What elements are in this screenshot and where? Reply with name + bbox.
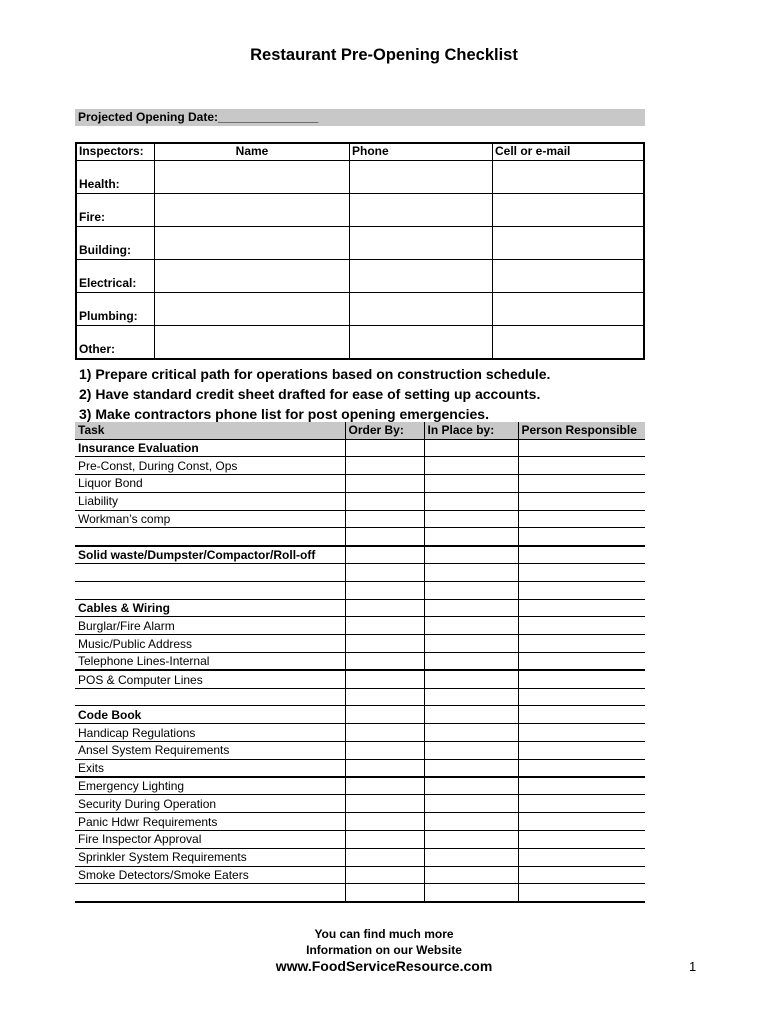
task-entry-field[interactable] [345,706,424,724]
task-label [75,564,345,582]
task-entry-field[interactable] [518,528,645,546]
inspectors-header-row [76,143,644,161]
task-label: Solid waste/Dumpster/Compactor/Roll-off [75,546,345,564]
task-label: Smoke Detectors/Smoke Eaters [75,866,345,884]
task-entry-field[interactable] [424,653,518,671]
task-label: Insurance Evaluation [75,439,345,457]
task-entry-field[interactable] [345,848,424,866]
inspector-entry-field[interactable] [155,161,350,194]
task-entry-field[interactable] [518,599,645,617]
inspector-label: Other: [76,326,155,360]
inspector-row [76,260,644,293]
task-entry-field[interactable] [345,599,424,617]
task-entry-field[interactable] [424,813,518,831]
inspectors-header-cell: Name [155,143,350,161]
task-label: POS & Computer Lines [75,670,345,688]
task-entry-field[interactable] [424,546,518,564]
task-row [75,742,645,760]
task-entry-field[interactable] [424,457,518,475]
task-label [75,884,345,902]
page-number: 1 [689,959,697,974]
inspector-entry-field[interactable] [493,326,645,360]
task-entry-field[interactable] [424,528,518,546]
footer-line-1: You can find much more [314,927,454,941]
tasks-header-cell: Task [75,422,345,439]
inspectors-header-cell: Cell or e-mail [493,143,645,161]
task-entry-field[interactable] [345,439,424,457]
task-label: Code Book [75,706,345,724]
task-label: Workman’s comp [75,510,345,528]
task-entry-field[interactable] [345,795,424,813]
task-label: Emergency Lighting [75,777,345,795]
inspector-entry-field[interactable] [493,293,645,326]
task-label [75,528,345,546]
task-entry-field[interactable] [345,777,424,795]
task-row [75,457,645,475]
task-entry-field[interactable] [345,670,424,688]
note-item: 3) Make contractors phone list for post opening emergencies. [79,406,489,422]
task-row [75,777,645,795]
tasks-header-cell: Person Responsible [518,422,645,439]
inspector-row [76,293,644,326]
task-row [75,564,645,582]
task-label: Music/Public Address [75,635,345,653]
task-entry-field[interactable] [518,510,645,528]
notes-list [79,364,550,424]
task-label: Telephone Lines-Internal [75,653,345,671]
inspector-entry-field[interactable] [493,194,645,227]
inspector-entry-field[interactable] [155,227,350,260]
task-entry-field[interactable] [424,635,518,653]
task-entry-field[interactable] [518,848,645,866]
task-row [75,617,645,635]
task-entry-field[interactable] [424,795,518,813]
task-entry-field[interactable] [345,635,424,653]
task-entry-field[interactable] [518,617,645,635]
task-entry-field[interactable] [518,866,645,884]
task-entry-field[interactable] [424,475,518,493]
projected-opening-date: Projected Opening Date:_______________ [75,109,645,126]
inspector-label: Health: [76,161,155,194]
task-entry-field[interactable] [345,581,424,599]
footer-text [0,926,768,958]
inspectors-header-cell: Inspectors: [76,143,155,161]
inspector-entry-field[interactable] [493,227,645,260]
task-entry-field[interactable] [424,706,518,724]
task-label [75,581,345,599]
task-row [75,706,645,724]
task-entry-field[interactable] [518,688,645,706]
task-label: Liquor Bond [75,475,345,493]
task-entry-field[interactable] [518,457,645,475]
task-row [75,653,645,671]
task-entry-field[interactable] [518,475,645,493]
task-entry-field[interactable] [345,653,424,671]
task-row [75,795,645,813]
task-entry-field[interactable] [345,510,424,528]
task-entry-field[interactable] [518,670,645,688]
task-entry-field[interactable] [424,439,518,457]
task-entry-field[interactable] [518,742,645,760]
task-label: Fire Inspector Approval [75,831,345,849]
task-entry-field[interactable] [345,475,424,493]
task-entry-field[interactable] [345,457,424,475]
inspectors-header-cell: Phone [350,143,493,161]
task-entry-field[interactable] [518,777,645,795]
task-row [75,439,645,457]
task-label [75,688,345,706]
page-title: Restaurant Pre-Opening Checklist [250,46,518,64]
task-entry-field[interactable] [424,884,518,902]
task-entry-field[interactable] [345,528,424,546]
inspector-row [76,194,644,227]
task-entry-field[interactable] [424,564,518,582]
inspector-row [76,326,644,360]
task-entry-field[interactable] [518,795,645,813]
inspector-label: Electrical: [76,260,155,293]
task-entry-field[interactable] [345,884,424,902]
website-link[interactable]: www.FoodServiceResource.com [275,958,493,974]
task-label: Cables & Wiring [75,599,345,617]
task-row [75,866,645,884]
inspector-row [76,161,644,194]
task-entry-field[interactable] [424,599,518,617]
inspector-entry-field[interactable] [155,326,350,360]
inspector-entry-field[interactable] [350,161,493,194]
task-row [75,831,645,849]
task-label: Liability [75,492,345,510]
task-entry-field[interactable] [345,492,424,510]
inspector-entry-field[interactable] [350,326,493,360]
task-entry-field[interactable] [424,688,518,706]
task-entry-field[interactable] [424,848,518,866]
task-entry-field[interactable] [345,617,424,635]
task-row [75,635,645,653]
task-entry-field[interactable] [424,510,518,528]
task-entry-field[interactable] [424,581,518,599]
inspector-entry-field[interactable] [155,293,350,326]
inspector-entry-field[interactable] [493,260,645,293]
task-entry-field[interactable] [518,724,645,742]
task-entry-field[interactable] [518,706,645,724]
task-entry-field[interactable] [424,831,518,849]
task-entry-field[interactable] [424,742,518,760]
inspector-entry-field[interactable] [155,260,350,293]
tasks-table [75,422,645,903]
task-entry-field[interactable] [345,564,424,582]
task-entry-field[interactable] [345,866,424,884]
task-entry-field[interactable] [345,813,424,831]
task-label: Ansel System Requirements [75,742,345,760]
task-entry-field[interactable] [424,724,518,742]
task-row [75,688,645,706]
task-entry-field[interactable] [424,777,518,795]
task-row [75,492,645,510]
task-entry-field[interactable] [345,742,424,760]
inspector-entry-field[interactable] [350,227,493,260]
tasks-header-cell: In Place by: [424,422,518,439]
task-row [75,475,645,493]
task-label: Burglar/Fire Alarm [75,617,345,635]
inspectors-table [75,142,645,360]
task-label: Security During Operation [75,795,345,813]
task-entry-field[interactable] [424,866,518,884]
task-row [75,724,645,742]
task-entry-field[interactable] [518,813,645,831]
inspector-label: Fire: [76,194,155,227]
task-label: Pre-Const, During Const, Ops [75,457,345,475]
inspector-label: Plumbing: [76,293,155,326]
note-item: 2) Have standard credit sheet drafted for ease of setting up accounts. [79,386,541,402]
task-label: Exits [75,759,345,777]
task-entry-field[interactable] [518,492,645,510]
inspector-entry-field[interactable] [350,293,493,326]
tasks-header-cell: Order By: [345,422,424,439]
task-entry-field[interactable] [518,653,645,671]
task-row [75,528,645,546]
task-entry-field[interactable] [518,831,645,849]
task-row [75,813,645,831]
footer-line-2: Information on our Website [306,943,462,957]
task-entry-field[interactable] [518,439,645,457]
task-row [75,884,645,902]
inspector-row [76,227,644,260]
task-entry-field[interactable] [518,564,645,582]
task-entry-field[interactable] [518,759,645,777]
task-label: Sprinkler System Requirements [75,848,345,866]
task-row [75,759,645,777]
task-entry-field[interactable] [424,617,518,635]
task-entry-field[interactable] [424,492,518,510]
task-entry-field[interactable] [518,635,645,653]
task-row [75,546,645,564]
task-entry-field[interactable] [518,546,645,564]
task-entry-field[interactable] [345,724,424,742]
task-row [75,670,645,688]
note-item: 1) Prepare critical path for operations based on construction schedule. [79,366,551,382]
task-row [75,848,645,866]
inspector-entry-field[interactable] [350,194,493,227]
task-label: Handicap Regulations [75,724,345,742]
task-entry-field[interactable] [424,759,518,777]
task-row [75,510,645,528]
task-entry-field[interactable] [345,688,424,706]
task-entry-field[interactable] [345,759,424,777]
inspector-entry-field[interactable] [493,161,645,194]
inspector-entry-field[interactable] [350,260,493,293]
task-label: Panic Hdwr Requirements [75,813,345,831]
inspector-entry-field[interactable] [155,194,350,227]
task-entry-field[interactable] [345,546,424,564]
tasks-header-row [75,422,645,439]
task-entry-field[interactable] [518,884,645,902]
task-row [75,599,645,617]
task-entry-field[interactable] [518,581,645,599]
task-entry-field[interactable] [424,670,518,688]
task-row [75,581,645,599]
inspector-label: Building: [76,227,155,260]
task-entry-field[interactable] [345,831,424,849]
